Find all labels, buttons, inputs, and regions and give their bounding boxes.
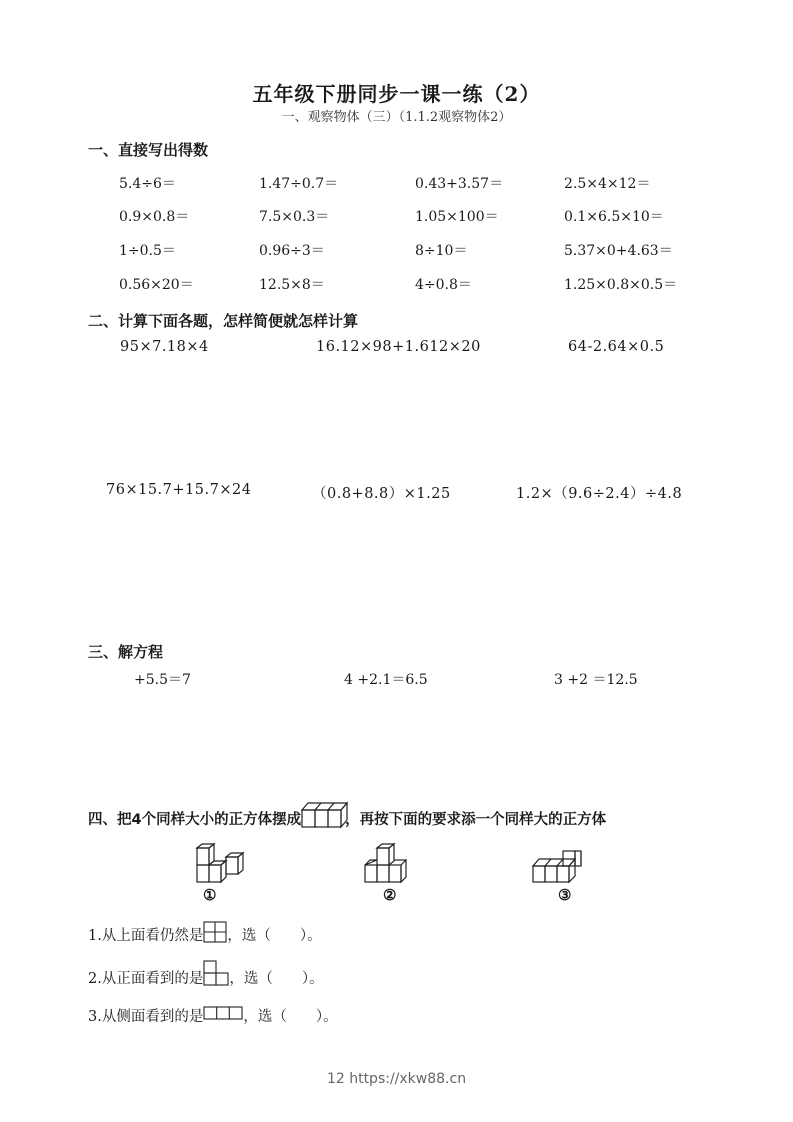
question-3-answer[interactable]: ，选（ ）。 (243, 1009, 338, 1025)
equation-item: +5.5＝7 (134, 672, 191, 688)
oral-calc-item: 5.37×0+4.63＝ (564, 243, 673, 259)
oral-calc-item: 5.4÷6＝ (119, 176, 176, 192)
question-2 (88, 966, 324, 992)
page-subtitle: 一、观察物体（三）（1.1.2观察物体2） (281, 110, 512, 125)
section-1-heading: 一、直接写出得数 (88, 141, 209, 159)
figure-label-2: ② (383, 886, 397, 904)
oral-calc-item: 8÷10＝ (415, 243, 468, 259)
oral-calc-item: 1÷0.5＝ (119, 243, 176, 259)
equation-item: 4 +2.1＝6.5 (344, 672, 428, 688)
simplify-item: （0.8+8.8）×1.25 (312, 486, 451, 502)
figure-label-3: ③ (558, 886, 572, 904)
cube-figure-1 (196, 844, 246, 884)
question-3 (88, 1005, 338, 1026)
oral-calc-item: 0.96÷3＝ (259, 243, 325, 259)
question-3-text: 3.从侧面看到的是 (88, 1009, 204, 1025)
question-2-answer[interactable]: ，选（ ）。 (229, 971, 324, 987)
question-2-text: 2.从正面看到的是 (88, 971, 204, 987)
side-view-icon (203, 1006, 243, 1020)
oral-calc-item: 1.05×100＝ (415, 209, 499, 225)
oral-calc-item: 4÷0.8＝ (415, 277, 472, 293)
question-1-text: 1.从上面看仍然是 (88, 928, 204, 944)
front-view-icon (203, 960, 229, 986)
oral-calc-item: 12.5×8＝ (259, 277, 325, 293)
simplify-item: 16.12×98+1.612×20 (316, 339, 481, 355)
oral-calc-item: 0.9×0.8＝ (119, 209, 190, 225)
section-2-heading: 二、计算下面各题，怎样简便就怎样计算 (88, 312, 359, 330)
section-4-heading (88, 805, 606, 835)
oral-calc-item: 2.5×4×12＝ (564, 176, 651, 192)
oral-calc-item: 1.25×0.8×0.5＝ (564, 277, 678, 293)
oral-calc-item: 0.1×6.5×10＝ (564, 209, 664, 225)
four-cube-arrangement-icon (301, 799, 345, 829)
question-1 (88, 924, 322, 947)
page-footer: 12 https://xkw88.cn (326, 1071, 467, 1087)
equation-item: 3 +2 ＝12.5 (554, 672, 638, 688)
oral-calc-item: 7.5×0.3＝ (259, 209, 330, 225)
page-title: 五年级下册同步一课一练（2） (252, 82, 541, 106)
oral-calc-item: 1.47÷0.7＝ (259, 176, 339, 192)
cube-figure-3 (532, 849, 586, 885)
section-3-heading: 三、解方程 (88, 643, 164, 661)
top-view-icon (203, 921, 227, 943)
oral-calc-item: 0.56×20＝ (119, 277, 194, 293)
oral-calc-item: 0.43+3.57＝ (415, 176, 504, 192)
simplify-item: 1.2×（9.6÷2.4）÷4.8 (516, 486, 683, 502)
section-4-heading-end: ，再按下面的要求添一个同样大的正方体 (345, 812, 607, 828)
question-1-answer[interactable]: ，选（ ）。 (227, 928, 322, 944)
section-4-heading-start: 四、把4个同样大小的正方体摆成 (88, 812, 302, 828)
figure-label-1: ① (203, 886, 217, 904)
simplify-item: 64-2.64×0.5 (568, 339, 665, 355)
cube-figure-2 (364, 844, 414, 884)
simplify-item: 95×7.18×4 (120, 339, 209, 355)
simplify-item: 76×15.7+15.7×24 (106, 482, 252, 498)
